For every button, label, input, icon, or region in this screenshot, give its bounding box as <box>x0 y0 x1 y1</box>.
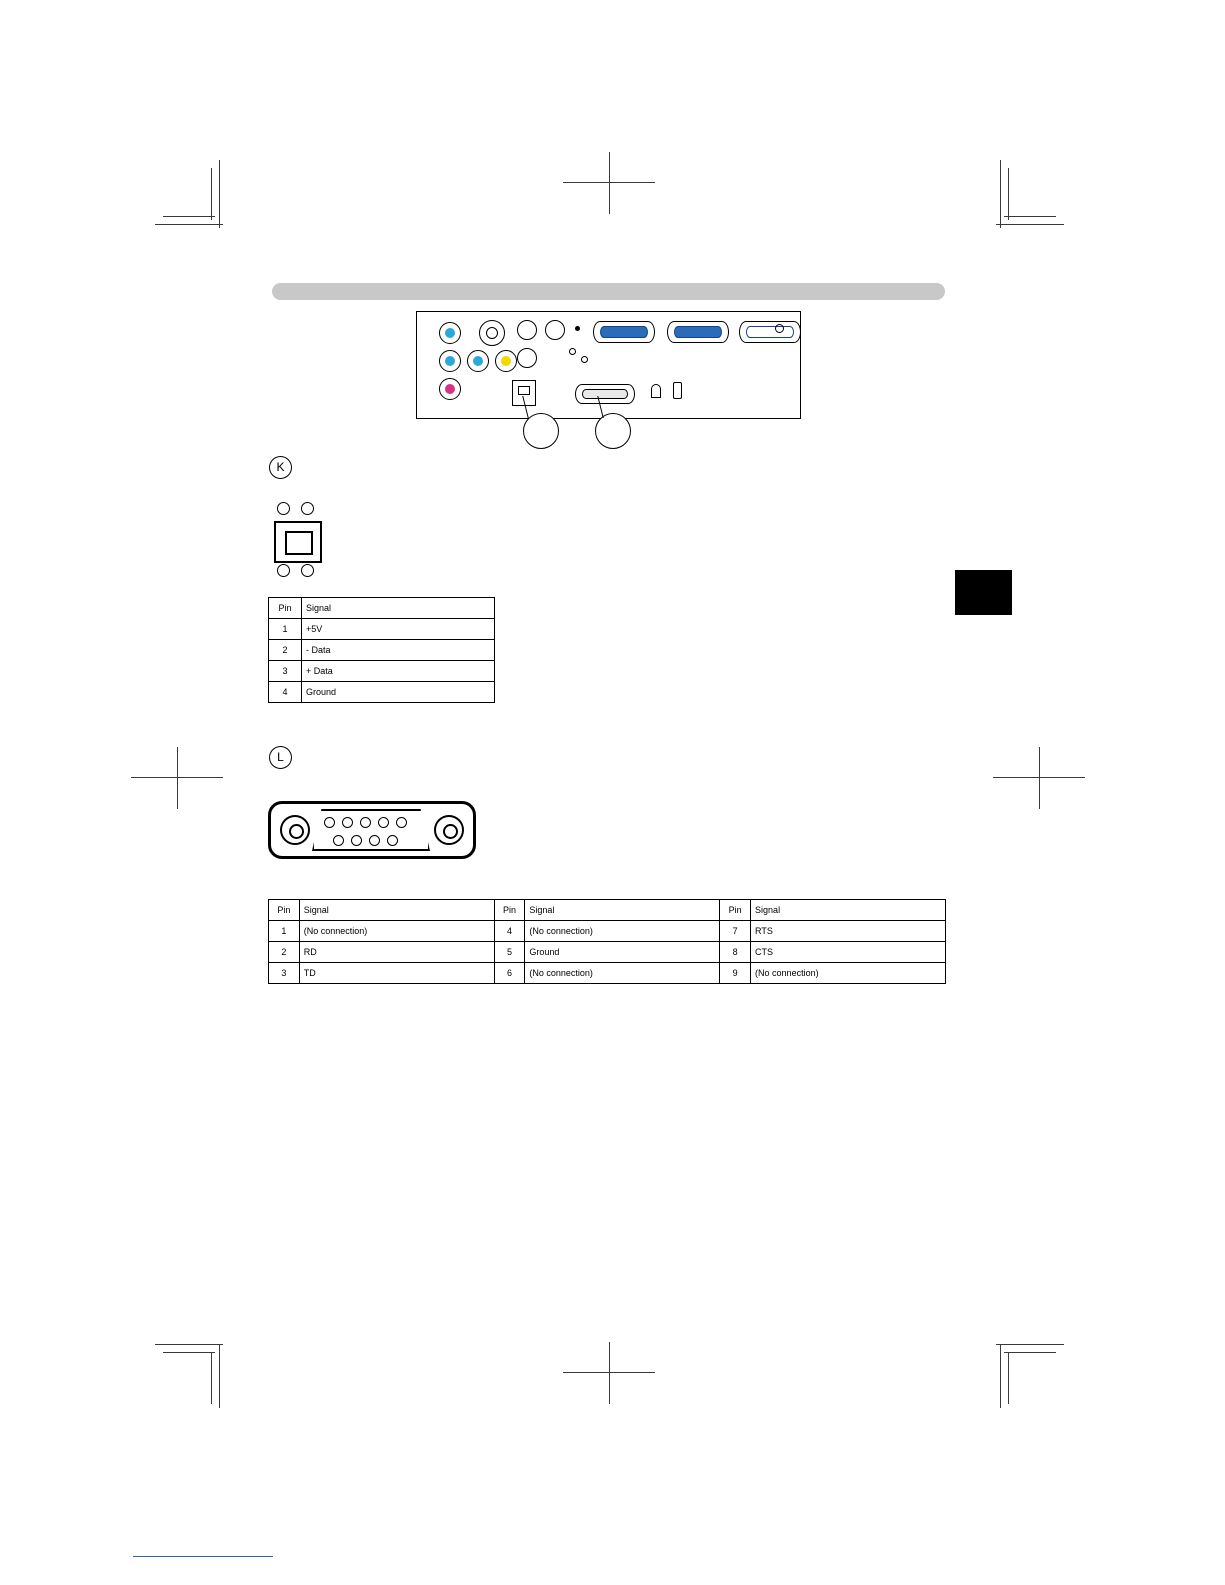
control-col-signal: Signal <box>525 900 720 921</box>
side-tab <box>955 570 1012 615</box>
usb-pin-num: 2 <box>269 640 302 661</box>
port-rgb-out <box>739 321 801 343</box>
control-pin-signal: RD <box>299 942 494 963</box>
usb-pin-4 <box>301 564 314 577</box>
usb-col-signal: Signal <box>302 598 495 619</box>
control-pin-signal: (No connection) <box>525 963 720 984</box>
port-rgb-in-2 <box>667 321 729 343</box>
port-audio-in-l-core <box>445 328 455 338</box>
dsub9-connector-drawing <box>268 793 476 865</box>
usb-connector-body <box>274 521 322 563</box>
port-component-cb-core <box>445 356 455 366</box>
usb-pin-signal: +5V <box>302 619 495 640</box>
screw-dot-3 <box>581 356 588 363</box>
port-s-video-core <box>486 327 498 339</box>
control-col-pin: Pin <box>269 900 300 921</box>
usb-connector-opening <box>285 531 313 555</box>
control-pin-table <box>268 899 946 984</box>
usb-pin-2 <box>301 502 314 515</box>
section-marker-k: K <box>269 456 292 479</box>
control-pin-num: 2 <box>269 942 300 963</box>
crop-mark-top-right <box>996 160 1064 228</box>
control-pin-signal: (No connection) <box>299 921 494 942</box>
bottom-rule <box>133 1556 273 1557</box>
dsub9-pin-4 <box>378 817 389 828</box>
control-pin-signal: (No connection) <box>751 963 946 984</box>
kensington-icon <box>673 382 682 399</box>
control-pin-num: 7 <box>720 921 751 942</box>
port-audio-out-core <box>445 384 455 394</box>
usb-pin-table <box>268 597 495 703</box>
screw-dot-1 <box>575 326 580 331</box>
control-pin-signal: Ground <box>525 942 720 963</box>
table-row <box>269 921 946 942</box>
port-audio-in-1 <box>517 320 537 340</box>
dsub9-pin-3 <box>360 817 371 828</box>
usb-pin-num: 1 <box>269 619 302 640</box>
page-header-bar <box>272 283 945 300</box>
table-row <box>269 619 495 640</box>
dsub9-pin-5 <box>396 817 407 828</box>
control-pin-num: 5 <box>494 942 525 963</box>
dsub9-screw-right <box>434 815 464 845</box>
usb-col-pin: Pin <box>269 598 302 619</box>
usb-pin-1 <box>277 502 290 515</box>
usb-pin-num: 3 <box>269 661 302 682</box>
usb-pin-signal: Ground <box>302 682 495 703</box>
control-col-pin: Pin <box>720 900 751 921</box>
port-audio-in-2 <box>517 348 537 368</box>
callout-k <box>523 413 559 449</box>
control-pin-num: 4 <box>494 921 525 942</box>
control-pin-signal: (No connection) <box>525 921 720 942</box>
port-usb-inner <box>518 386 530 395</box>
port-component-y-core <box>473 356 483 366</box>
dsub9-pin-9 <box>387 835 398 846</box>
table-row <box>269 900 946 921</box>
table-row <box>269 640 495 661</box>
port-indicator-dot <box>775 324 784 333</box>
control-pin-num: 3 <box>269 963 300 984</box>
section-marker-l: L <box>269 746 292 769</box>
control-pin-num: 8 <box>720 942 751 963</box>
dsub9-screw-left <box>280 815 310 845</box>
dsub9-pin-1 <box>324 817 335 828</box>
usb-pin-signal: - Data <box>302 640 495 661</box>
control-pin-num: 1 <box>269 921 300 942</box>
usb-pin-num: 4 <box>269 682 302 703</box>
crop-mark-bottom-left <box>155 1340 223 1408</box>
control-col-signal: Signal <box>299 900 494 921</box>
crop-mark-bottom-right <box>996 1340 1064 1408</box>
table-row <box>269 661 495 682</box>
port-video-in-core <box>501 356 511 366</box>
table-row <box>269 598 495 619</box>
security-slot-icon <box>651 384 661 398</box>
control-pin-num: 6 <box>494 963 525 984</box>
crop-mark-top-left <box>155 160 223 228</box>
usb-connector-drawing <box>268 500 330 580</box>
control-pin-signal: TD <box>299 963 494 984</box>
port-rgb-in-1 <box>593 321 655 343</box>
usb-pin-signal: + Data <box>302 661 495 682</box>
control-col-signal: Signal <box>751 900 946 921</box>
dsub9-pin-2 <box>342 817 353 828</box>
dsub9-pin-8 <box>369 835 380 846</box>
control-pin-signal: RTS <box>751 921 946 942</box>
callout-l <box>595 413 631 449</box>
control-col-pin: Pin <box>494 900 525 921</box>
screw-dot-2 <box>569 348 576 355</box>
port-audio-in-3 <box>545 320 565 340</box>
table-row <box>269 963 946 984</box>
dsub9-pin-7 <box>351 835 362 846</box>
control-pin-signal: CTS <box>751 942 946 963</box>
dsub9-pin-6 <box>333 835 344 846</box>
table-row <box>269 682 495 703</box>
table-row <box>269 942 946 963</box>
control-pin-num: 9 <box>720 963 751 984</box>
usb-pin-3 <box>277 564 290 577</box>
